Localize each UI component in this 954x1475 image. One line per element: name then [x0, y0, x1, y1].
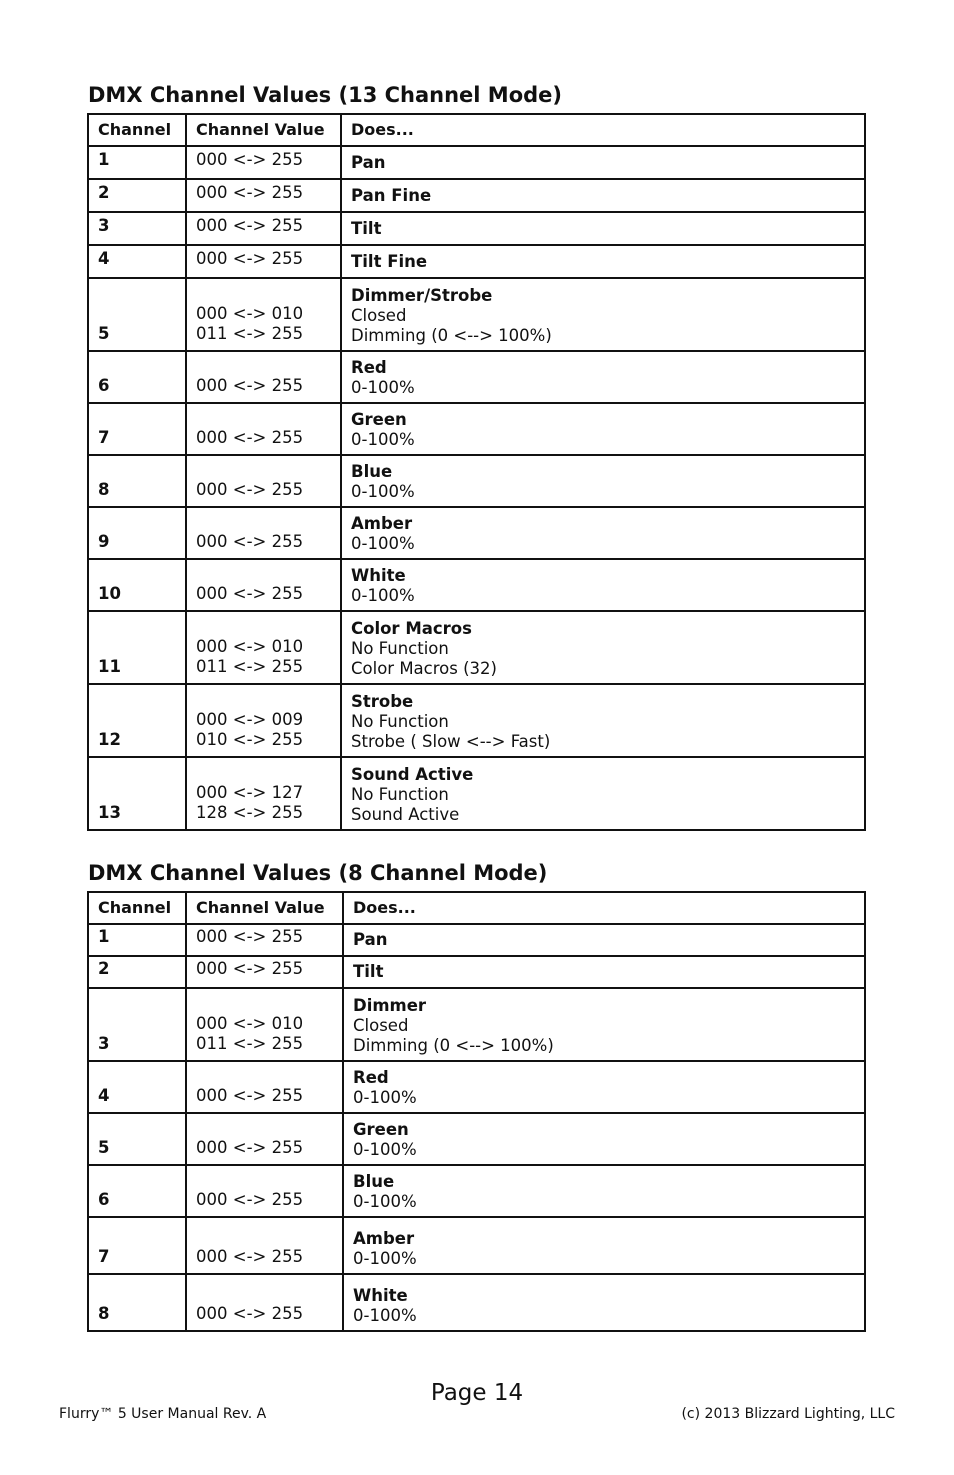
cell-channel-value [186, 611, 341, 684]
cell-does [341, 559, 865, 611]
header-does: Does... [343, 892, 865, 924]
function-name: Sound Active [351, 765, 474, 784]
function-detail: Dimming (0 <--> 100%) [353, 1036, 554, 1055]
table-row [88, 278, 865, 351]
cell-channel: 8 [88, 455, 186, 507]
cell-channel: 1 [88, 146, 186, 179]
cell-does [341, 351, 865, 403]
table-row [88, 403, 865, 455]
table-row [88, 1061, 865, 1113]
value-range: 000 <-> 255 [196, 532, 304, 551]
function-detail: 0-100% [353, 1088, 417, 1107]
function-name: Amber [351, 514, 413, 533]
cell-does [343, 924, 865, 956]
cell-channel: 7 [88, 403, 186, 455]
function-detail: 0-100% [353, 1140, 417, 1159]
value-range: 000 <-> 255 [196, 1138, 304, 1157]
value-range: 000 <-> 255 [196, 959, 304, 978]
cell-channel-value [186, 146, 341, 179]
function-name: Dimmer/Strobe [351, 286, 493, 305]
cell-does [341, 507, 865, 559]
cell-does [341, 278, 865, 351]
function-detail: 0-100% [351, 378, 415, 397]
cell-channel-value [186, 455, 341, 507]
cell-channel: 2 [88, 179, 186, 212]
cell-does [341, 146, 865, 179]
function-name: Green [351, 410, 407, 429]
cell-channel-value [186, 1217, 343, 1274]
value-range: 000 <-> 255 [196, 248, 304, 268]
cell-channel: 5 [88, 278, 186, 351]
cell-channel: 6 [88, 351, 186, 403]
cell-channel-value [186, 757, 341, 830]
cell-channel-value [186, 278, 341, 351]
value-range: 000 <-> 010 [196, 637, 304, 656]
cell-does [343, 1274, 865, 1331]
dmx-table-8-channel [87, 891, 866, 1332]
table-row [88, 684, 865, 757]
value-range: 000 <-> 127 [196, 783, 304, 802]
value-range: 000 <-> 255 [196, 215, 304, 235]
table-row [88, 1217, 865, 1274]
function-name: Amber [353, 1229, 415, 1248]
value-range: 000 <-> 255 [196, 1247, 304, 1266]
cell-does [341, 757, 865, 830]
function-detail: Sound Active [351, 805, 460, 824]
table-row [88, 179, 865, 212]
header-channel-value: Channel Value [186, 114, 341, 146]
function-name: Dimmer [353, 996, 427, 1015]
cell-channel-value [186, 956, 343, 988]
cell-does [343, 1217, 865, 1274]
function-detail: 0-100% [351, 534, 415, 553]
cell-does [341, 611, 865, 684]
function-detail: Dimming (0 <--> 100%) [351, 326, 552, 345]
cell-does [343, 1165, 865, 1217]
cell-channel-value [186, 212, 341, 245]
page-number [0, 1380, 954, 1406]
value-range: 128 <-> 255 [196, 803, 304, 822]
function-name: Tilt [351, 218, 382, 238]
table-row [88, 988, 865, 1061]
function-detail: Closed [353, 1016, 409, 1035]
value-range: 011 <-> 255 [196, 324, 304, 343]
function-detail: Closed [351, 306, 407, 325]
function-name: White [351, 566, 406, 585]
value-range: 010 <-> 255 [196, 730, 304, 749]
function-name: Blue [351, 462, 393, 481]
cell-does [341, 212, 865, 245]
cell-channel-value [186, 684, 341, 757]
cell-channel: 10 [88, 559, 186, 611]
cell-channel-value [186, 1113, 343, 1165]
cell-channel: 8 [88, 1274, 186, 1331]
function-name: Pan [351, 152, 386, 172]
header-channel: Channel [88, 892, 186, 924]
function-detail: 0-100% [353, 1306, 417, 1325]
cell-channel: 4 [88, 245, 186, 278]
function-detail: Strobe ( Slow <--> Fast) [351, 732, 551, 751]
cell-channel: 1 [88, 924, 186, 956]
cell-channel-value [186, 559, 341, 611]
function-detail: 0-100% [351, 482, 415, 501]
function-detail: 0-100% [353, 1192, 417, 1211]
function-detail: No Function [351, 639, 449, 658]
cell-channel-value [186, 507, 341, 559]
value-range: 000 <-> 255 [196, 1304, 304, 1323]
function-name: Strobe [351, 692, 414, 711]
function-detail: No Function [351, 785, 449, 804]
table-row [88, 507, 865, 559]
cell-channel: 12 [88, 684, 186, 757]
table-row [88, 212, 865, 245]
cell-channel-value [186, 1274, 343, 1331]
table-row [88, 559, 865, 611]
cell-channel-value [186, 924, 343, 956]
cell-does [343, 988, 865, 1061]
cell-does [341, 403, 865, 455]
value-range: 000 <-> 255 [196, 428, 304, 447]
value-range: 000 <-> 255 [196, 1190, 304, 1209]
value-range: 000 <-> 255 [196, 584, 304, 603]
function-detail: Color Macros (32) [351, 659, 497, 678]
value-range: 011 <-> 255 [196, 1034, 304, 1053]
function-name: Tilt Fine [351, 251, 428, 271]
function-detail: 0-100% [353, 1249, 417, 1268]
cell-does [341, 684, 865, 757]
section-title-8-channel: DMX Channel Values (8 Channel Mode) [88, 861, 548, 885]
section-title-13-channel: DMX Channel Values (13 Channel Mode) [88, 83, 563, 107]
function-detail: 0-100% [351, 586, 415, 605]
function-name: White [353, 1286, 408, 1305]
function-name: Pan [353, 930, 388, 949]
table-row [88, 455, 865, 507]
cell-channel: 13 [88, 757, 186, 830]
cell-channel: 9 [88, 507, 186, 559]
cell-channel-value [186, 1165, 343, 1217]
cell-channel: 11 [88, 611, 186, 684]
cell-does [343, 1061, 865, 1113]
value-range: 011 <-> 255 [196, 657, 304, 676]
value-range: 000 <-> 255 [196, 182, 304, 202]
function-name: Color Macros [351, 619, 472, 638]
value-range: 000 <-> 255 [196, 480, 304, 499]
cell-channel-value [186, 1061, 343, 1113]
table-row [88, 757, 865, 830]
value-range: 000 <-> 255 [196, 149, 304, 169]
cell-does [341, 455, 865, 507]
table-row [88, 1113, 865, 1165]
header-channel: Channel [88, 114, 186, 146]
table-row [88, 351, 865, 403]
dmx-table-13-channel [87, 113, 866, 831]
function-name: Blue [353, 1172, 395, 1191]
value-range: 000 <-> 010 [196, 1014, 304, 1033]
cell-does [343, 956, 865, 988]
cell-channel: 2 [88, 956, 186, 988]
cell-channel-value [186, 988, 343, 1061]
cell-channel-value [186, 351, 341, 403]
cell-channel-value [186, 179, 341, 212]
value-range: 000 <-> 009 [196, 710, 304, 729]
function-name: Red [353, 1068, 389, 1087]
table-row [88, 146, 865, 179]
cell-does [341, 179, 865, 212]
value-range: 000 <-> 255 [196, 1086, 304, 1105]
cell-does [341, 245, 865, 278]
cell-channel-value [186, 403, 341, 455]
table-row [88, 611, 865, 684]
footer-manual-title: Flurry™ 5 User Manual Rev. A [59, 1406, 267, 1422]
function-name: Red [351, 358, 387, 377]
header-does: Does... [341, 114, 865, 146]
cell-channel: 3 [88, 212, 186, 245]
table-header-row [88, 892, 865, 924]
header-channel-value: Channel Value [186, 892, 343, 924]
table-row [88, 1165, 865, 1217]
cell-channel: 3 [88, 988, 186, 1061]
function-name: Tilt [353, 962, 384, 981]
value-range: 000 <-> 255 [196, 376, 304, 395]
cell-channel: 7 [88, 1217, 186, 1274]
footer-copyright: (c) 2013 Blizzard Lighting, LLC [681, 1406, 895, 1422]
table-row [88, 1274, 865, 1331]
table-row [88, 924, 865, 956]
table-row [88, 245, 865, 278]
page-number-text: Page 14 [430, 1380, 524, 1406]
cell-channel: 6 [88, 1165, 186, 1217]
cell-channel: 5 [88, 1113, 186, 1165]
value-range: 000 <-> 010 [196, 304, 304, 323]
table-row [88, 956, 865, 988]
table-header-row [88, 114, 865, 146]
function-name: Green [353, 1120, 409, 1139]
cell-channel-value [186, 245, 341, 278]
function-detail: No Function [351, 712, 449, 731]
function-name: Pan Fine [351, 185, 432, 205]
function-detail: 0-100% [351, 430, 415, 449]
cell-channel: 4 [88, 1061, 186, 1113]
cell-does [343, 1113, 865, 1165]
value-range: 000 <-> 255 [196, 927, 304, 946]
